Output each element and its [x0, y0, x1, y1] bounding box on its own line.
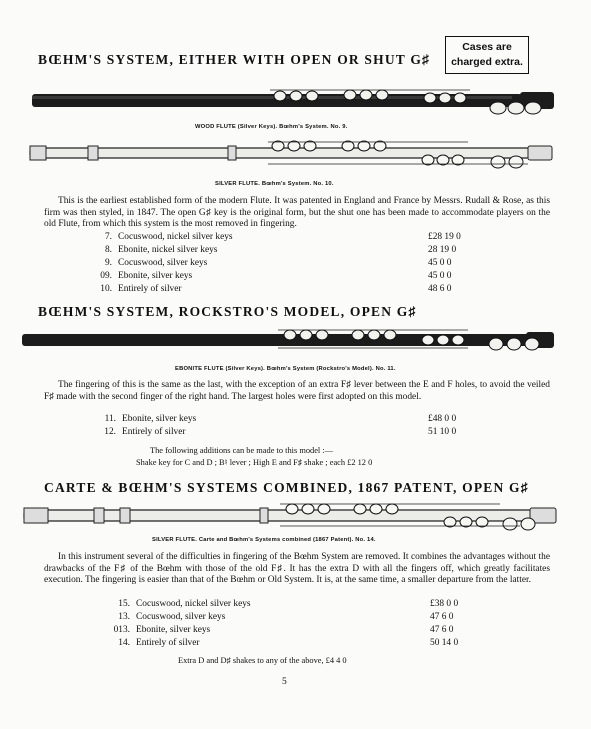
section-3-description: In this instrument several of the difficulties in fingering of the Bœhm System are removed. It combines the advantages without the drawbacks of the F♯ of the Bœhm with those of the old F♯. It has the extra D with all the fingers off, which greatly facilitates execution. The fingering is easier than that of the Bœhm or Old System. It is, at the same time, a smaller departure from the latter. [44, 552, 550, 586]
item-price: £48 0 0 [428, 414, 457, 424]
item-description: Ebonite, silver keys [118, 271, 193, 281]
additions-intro: The following additions can be made to this model :— [150, 446, 334, 455]
silver-flute-image [28, 136, 558, 176]
item-description: Ebonite, nickel silver keys [118, 245, 218, 255]
item-description: Cocuswood, silver keys [118, 258, 208, 268]
item-number: 12. [104, 427, 116, 437]
item-price: 45 0 0 [428, 258, 452, 268]
item-description: Ebonite, silver keys [136, 625, 211, 635]
item-price: 50 14 0 [430, 638, 459, 648]
item-number: 11. [104, 414, 116, 424]
cases-notice-line2: charged extra. [451, 56, 523, 68]
item-number: 09. [100, 271, 112, 281]
item-price: 48 6 0 [428, 284, 452, 294]
section-3-heading: CARTE & BŒHM'S SYSTEMS COMBINED, 1867 PATENT, OPEN G♯ [44, 480, 529, 495]
additions-list: Shake key for C and D ; B♮ lever ; High E and F♯ shake ; each £2 12 0 [136, 458, 373, 467]
item-description: Ebonite, silver keys [122, 414, 197, 424]
item-number: 8. [104, 245, 112, 255]
carte-flute-image [20, 500, 560, 534]
item-description: Cocuswood, nickel silver keys [118, 232, 233, 242]
item-price: 45 0 0 [428, 271, 452, 281]
item-number: 9. [104, 258, 112, 268]
silver-flute-caption: SILVER FLUTE. Bœhm's System. No. 10. [215, 181, 334, 187]
section-1-description: This is the earliest established form of the modern Flute. It was patented in England and France by Messrs. Rudall & Rose, as this firm was then styled, in 1847. The open G♯ key is the original form, but the shut one has been made to accommodate players on the old Flute, from which this system is the most removed in fingering. [44, 196, 550, 230]
page-number: 5 [282, 677, 287, 687]
footnote-shakes: Extra D and D♯ shakes to any of the above, £4 4 0 [178, 656, 347, 665]
item-number: 10. [100, 284, 112, 294]
item-description: Cocuswood, nickel silver keys [136, 599, 251, 609]
item-price: £28 19 0 [428, 232, 461, 242]
cases-notice-line1: Cases are [462, 41, 512, 53]
item-number: 7. [104, 232, 112, 242]
item-price: £38 0 0 [430, 599, 459, 609]
item-description: Entirely of silver [122, 427, 186, 437]
item-price: 28 19 0 [428, 245, 457, 255]
wood-flute-caption: WOOD FLUTE (Silver Keys). Bœhm's System. No. 9. [195, 124, 348, 130]
section-2-description: The fingering of this is the same as the last, with the exception of an extra F♯ lever between the E and F holes, to avoid the veiled F♯ made with the second finger of the right hand. The largest holes were first adopted on this model. [44, 380, 550, 402]
item-description: Cocuswood, silver keys [136, 612, 226, 622]
item-number: 013. [113, 625, 130, 635]
item-number: 13. [118, 612, 130, 622]
item-description: Entirely of silver [136, 638, 200, 648]
item-price: 51 10 0 [428, 427, 457, 437]
wood-flute-image [30, 86, 558, 122]
item-number: 15. [118, 599, 130, 609]
item-price: 47 6 0 [430, 612, 454, 622]
section-2-heading: BŒHM'S SYSTEM, ROCKSTRO'S MODEL, OPEN G♯ [38, 304, 417, 319]
ebonite-flute-caption: EBONITE FLUTE (Silver Keys). Bœhm's System (Rockstro's Model). No. 11. [175, 366, 396, 372]
item-description: Entirely of silver [118, 284, 182, 294]
carte-flute-caption: SILVER FLUTE. Carte and Bœhm's Systems combined (1867 Patent). No. 14. [152, 537, 376, 543]
cases-notice-box [445, 36, 529, 74]
item-price: 47 6 0 [430, 625, 454, 635]
ebonite-flute-image [18, 326, 558, 356]
section-1-heading: BŒHM'S SYSTEM, EITHER WITH OPEN OR SHUT G♯ [38, 52, 430, 67]
item-number: 14. [118, 638, 130, 648]
